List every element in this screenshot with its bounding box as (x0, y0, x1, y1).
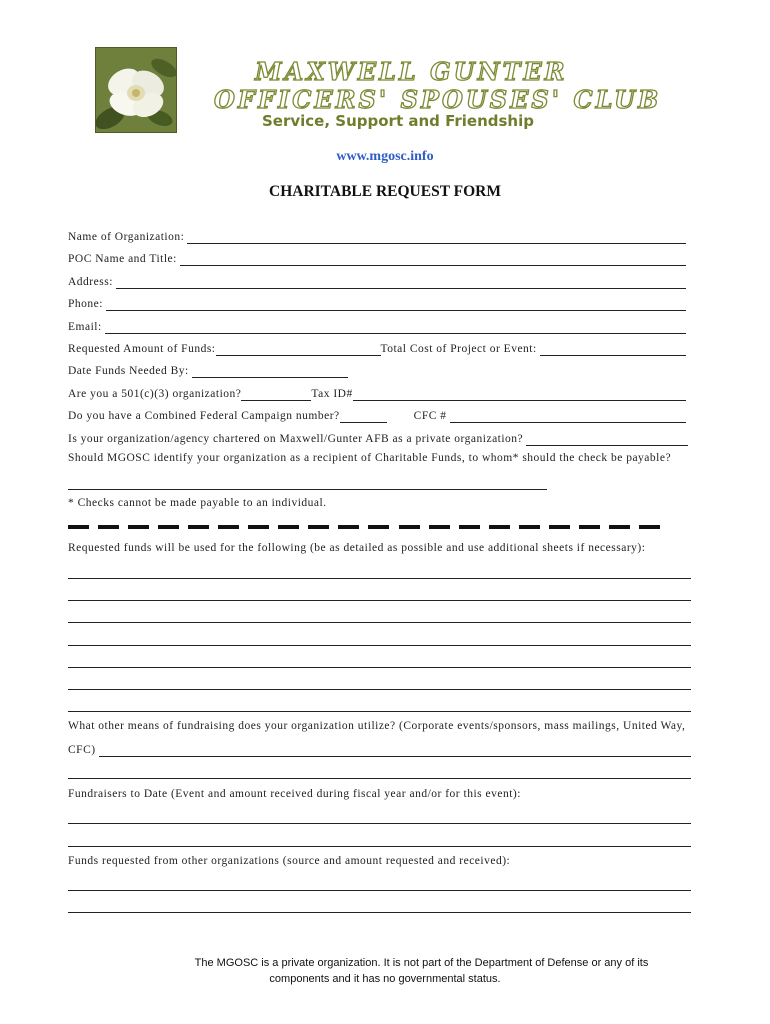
other-orgs-line-1[interactable] (68, 890, 691, 891)
tax-id-field[interactable] (353, 387, 686, 401)
magnolia-logo (95, 47, 177, 133)
org-name-label: Name of Organization: (68, 231, 185, 243)
phone-label: Phone: (68, 298, 103, 310)
address-field[interactable] (116, 275, 686, 289)
date-needed-label: Date Funds Needed By: (68, 365, 189, 377)
email-row (68, 318, 686, 336)
fundraising-means-line-2[interactable] (68, 778, 691, 779)
chartered-label: Is your organization/agency chartered on Maxwell/Gunter AFB as a private organization? (68, 433, 524, 445)
org-name-row (68, 228, 686, 246)
address-label: Address: (68, 276, 113, 288)
disclaimer-line-1: The MGOSC is a private organization. It is not part of the Department of Defense or any of its (194, 957, 649, 969)
requested-use-line-5[interactable] (68, 667, 691, 668)
disclaimer (0, 955, 770, 987)
fundraisers-to-date-label: Fundraisers to Date (Event and amount received during fiscal year and/or for this event): (68, 788, 521, 800)
website-link[interactable]: www.mgosc.info (336, 149, 434, 164)
date-needed-field[interactable] (192, 364, 348, 378)
email-field[interactable] (105, 320, 686, 334)
poc-field[interactable] (180, 252, 686, 266)
cfc-number-field[interactable] (450, 409, 686, 423)
cfc-row (68, 407, 686, 425)
org-name-line-2: OFFICERS' SPOUSES' CLUB (214, 85, 662, 114)
cfc-question-label: Do you have a Combined Federal Campaign number? (68, 410, 340, 422)
section-divider (68, 525, 660, 530)
chartered-field[interactable] (526, 432, 688, 446)
total-cost-label: Total Cost of Project or Event: (380, 343, 537, 355)
501c3-label: Are you a 501(c)(3) organization? (68, 388, 242, 400)
fundraisers-line-2[interactable] (68, 846, 691, 847)
phone-field[interactable] (106, 297, 686, 311)
disclaimer-line-2: components and it has no governmental status. (269, 973, 501, 985)
501c3-field[interactable] (241, 387, 311, 401)
org-name-field[interactable] (187, 230, 686, 244)
requested-use-label: Requested funds will be used for the following (be as detailed as possible and use additional sheets if necessary): (68, 542, 646, 554)
requested-use-line-4[interactable] (68, 645, 691, 646)
fundraising-means-field[interactable] (99, 743, 691, 757)
org-name-line-1: MAXWELL GUNTER (255, 57, 568, 86)
funds-row (68, 340, 686, 358)
total-cost-field[interactable] (540, 342, 686, 356)
payable-question: Should MGOSC identify your organization as a recipient of Charitable Funds, to whom* should the check be payable? (68, 452, 672, 464)
requested-use-line-3[interactable] (68, 622, 691, 623)
address-row (68, 273, 686, 291)
email-label: Email: (68, 321, 102, 333)
requested-use-line-6[interactable] (68, 689, 691, 690)
tax-id-label: Tax ID# (311, 388, 353, 400)
cfc-question-field[interactable] (340, 409, 387, 423)
fundraising-means-row (68, 741, 691, 759)
chartered-row (68, 430, 688, 448)
poc-row (68, 250, 686, 268)
fundraising-means-label: What other means of fundraising does your organization utilize? (Corporate events/sponsors, mass mailings, United Way, (68, 720, 686, 732)
other-orgs-line-2[interactable] (68, 912, 691, 913)
phone-row (68, 295, 686, 313)
fundraising-means-label-cont: CFC) (68, 744, 96, 756)
requested-use-line-7[interactable] (68, 711, 691, 712)
requested-amount-field[interactable] (216, 342, 381, 356)
requested-use-line-2[interactable] (68, 600, 691, 601)
cfc-number-label: CFC # (413, 410, 447, 422)
tax-status-row (68, 385, 686, 403)
poc-label: POC Name and Title: (68, 253, 177, 265)
tagline: Service, Support and Friendship (262, 112, 534, 130)
requested-amount-label: Requested Amount of Funds: (68, 343, 216, 355)
magnolia-flower-icon (96, 48, 176, 132)
date-needed-row (68, 362, 686, 380)
payable-field[interactable] (68, 489, 547, 490)
form-title: CHARITABLE REQUEST FORM (269, 183, 501, 200)
requested-use-line-1[interactable] (68, 578, 691, 579)
checks-note: * Checks cannot be made payable to an individual. (68, 497, 327, 509)
other-orgs-label: Funds requested from other organizations (source and amount requested and received): (68, 855, 511, 867)
fundraisers-line-1[interactable] (68, 823, 691, 824)
